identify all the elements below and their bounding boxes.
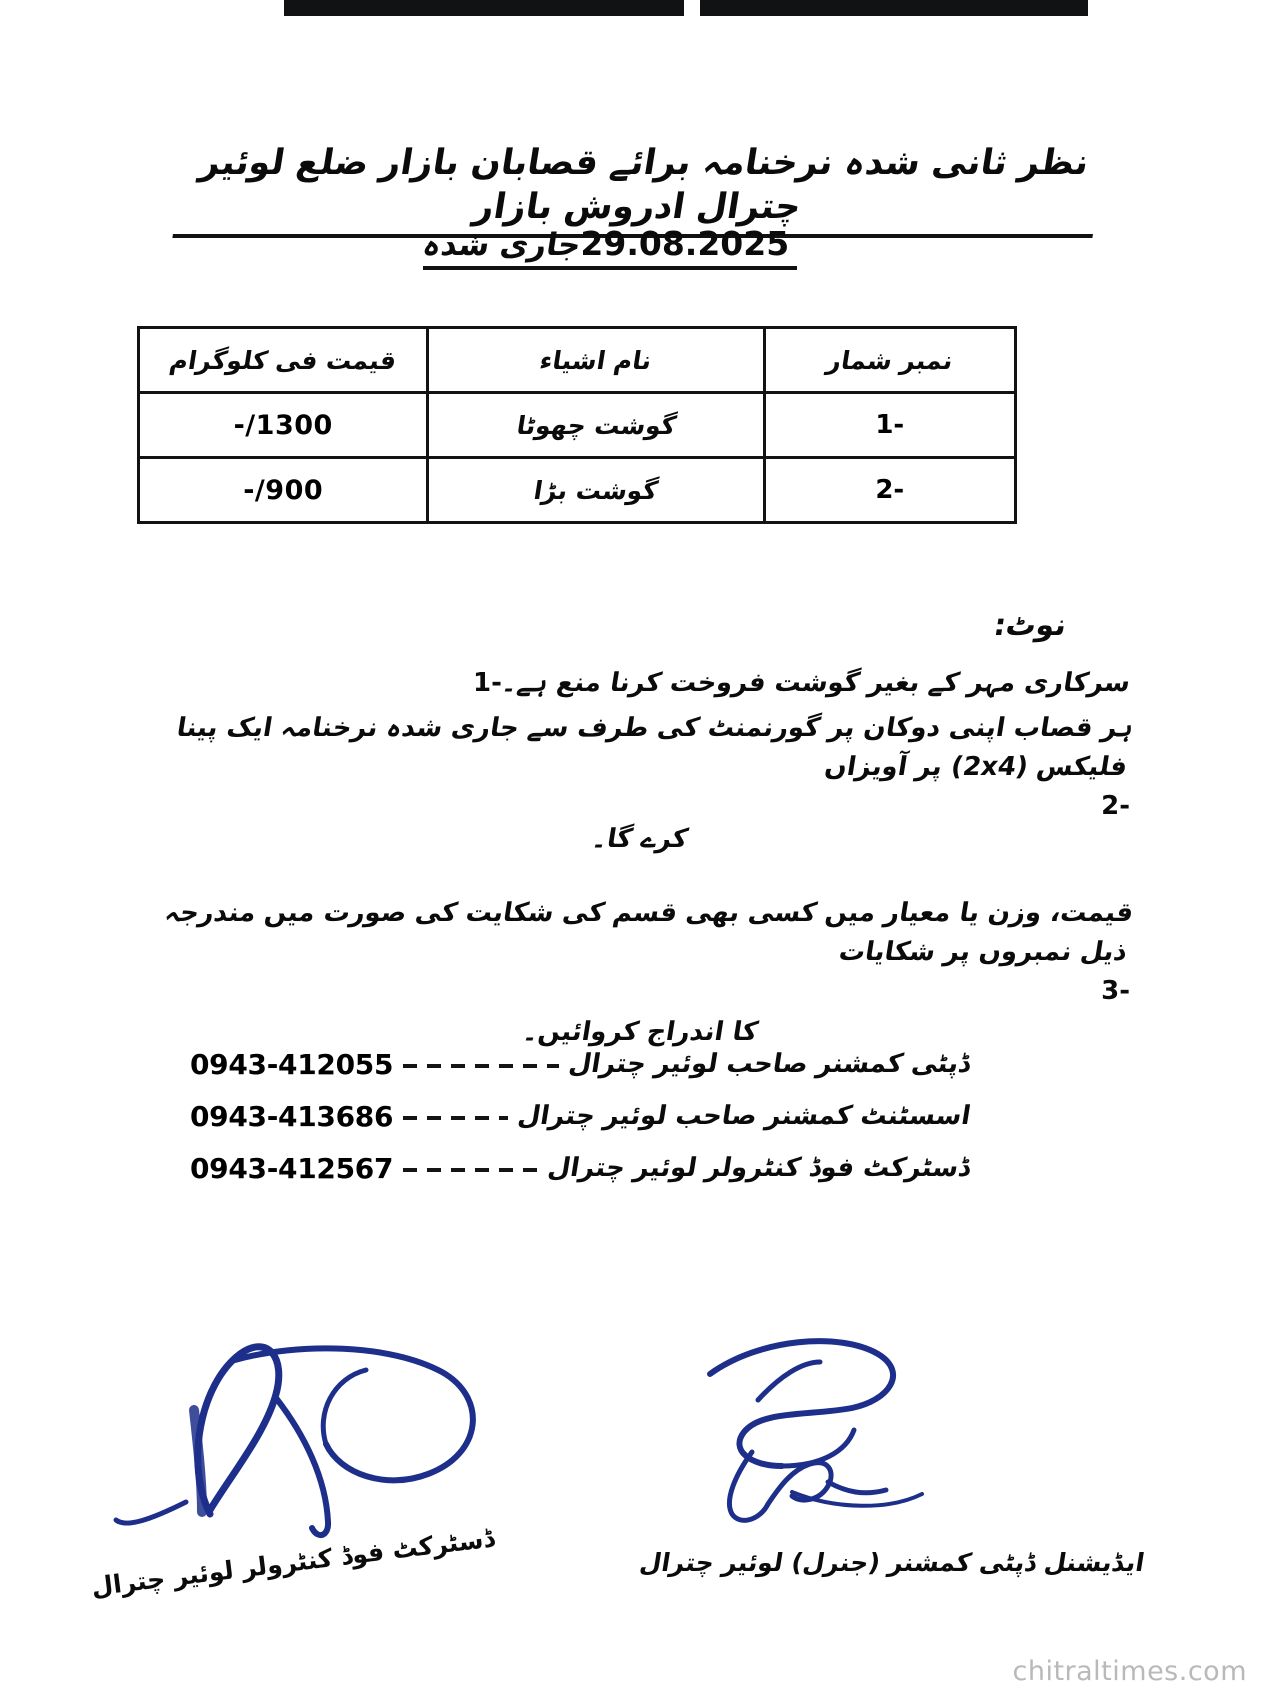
- note-heading-label: نوٹ:: [991, 608, 1069, 643]
- leader-dashes: [403, 1116, 507, 1120]
- notes-list: [150, 664, 1136, 1057]
- signature-block-additional-deputy-commissioner: [637, 1314, 1147, 1577]
- contact-label-deputy-commissioner: ڈپٹی کمشنر صاحب لوئیر چترال: [566, 1049, 973, 1079]
- column-header-item: [428, 328, 764, 393]
- scan-edge-top: [0, 0, 1271, 16]
- leader-dashes: [403, 1064, 559, 1068]
- note-item-2-continuation: [150, 824, 1130, 854]
- page-title-text: نظر ثانی شدہ نرخنامہ برائے قصابان بازار ضلع لوئیر چترال ادروش بازار: [172, 142, 1107, 238]
- cell-price-value: 1300/-: [233, 409, 333, 441]
- contact-row-district-food-controller: [190, 1142, 973, 1194]
- issue-date-label: جاری شدہ: [419, 227, 584, 263]
- note-item-1: [150, 664, 1133, 703]
- column-header-serial: [764, 328, 1015, 393]
- cell-serial-value: -1: [875, 410, 905, 440]
- watermark: chitraltimes.com: [1012, 1656, 1247, 1687]
- price-table: [137, 326, 1017, 524]
- contact-row-deputy-commissioner: [190, 1038, 973, 1090]
- cell-item: [428, 458, 764, 523]
- contact-label-district-food-controller: ڈسٹرکٹ فوڈ کنٹرولر لوئیر چترال: [545, 1153, 973, 1183]
- note-item-2-continuation-text: کرے گا۔: [589, 824, 691, 854]
- cell-price: [139, 458, 428, 523]
- cell-item-value: گوشت بڑا: [531, 475, 661, 505]
- note-item-3-number: 3-: [1101, 976, 1130, 1006]
- note-item-1-number: 1-: [473, 668, 502, 698]
- cell-serial: [764, 393, 1015, 458]
- note-item-3-continuation-text: کا اندراج کروائیں۔: [520, 1017, 760, 1047]
- table-row: [139, 393, 1016, 458]
- signature-mark-right: [640, 1314, 1060, 1544]
- contact-phone-deputy-commissioner: 0943-412055: [190, 1047, 394, 1081]
- note-item-2-number: 2-: [1101, 791, 1130, 821]
- cell-price: [139, 393, 428, 458]
- column-header-serial-label: نمبر شمار: [824, 345, 955, 375]
- column-header-price: [139, 328, 428, 393]
- signature-mark-left: [90, 1314, 510, 1544]
- table-header-row: [139, 328, 1016, 393]
- cell-item: [428, 393, 764, 458]
- note-item-3-text: قیمت، وزن یا معیار میں کسی بھی قسم کی شکایت کی صورت میں مندرجہ ذیل نمبروں پر شکایات: [162, 898, 1136, 967]
- signature-caption-right: ایڈیشنل ڈپٹی کمشنر (جنرل) لوئیر چترال: [637, 1548, 1147, 1577]
- contact-phone-assistant-commissioner: 0943-413686: [190, 1099, 394, 1133]
- contacts-list: [190, 1038, 973, 1194]
- signature-block-district-food-controller: [89, 1314, 510, 1602]
- column-header-item-label: نام اشیاء: [538, 345, 654, 375]
- contact-label-assistant-commissioner: اسسٹنٹ کمشنر صاحب لوئیر چترال: [515, 1101, 973, 1131]
- note-item-3: [150, 894, 1136, 1011]
- paper-sheet: [0, 16, 1271, 1697]
- note-item-2: [150, 709, 1136, 826]
- note-item-2-text: ہر قصاب اپنی دوکان پر گورنمنٹ کی طرف سے جاری شدہ نرخنامہ ایک پینا فلیکس (2x4) پر آویزاں: [174, 713, 1136, 782]
- contact-phone-district-food-controller: 0943-412567: [190, 1151, 394, 1185]
- note-item-1-text: سرکاری مہر کے بغیر گوشت فروخت کرنا منع ہے۔: [499, 668, 1133, 698]
- signature-caption-left: ڈسٹرکٹ فوڈ کنٹرولر لوئیر چترال: [89, 1523, 496, 1602]
- issue-date-line: [300, 224, 920, 270]
- table-row: [139, 458, 1016, 523]
- cell-serial-value: -2: [875, 475, 905, 505]
- leader-dashes: [403, 1168, 538, 1172]
- note-heading: [991, 608, 1069, 643]
- cell-item-value: گوشت چھوٹا: [514, 410, 678, 440]
- contact-row-assistant-commissioner: [190, 1090, 973, 1142]
- issue-date-value: 29.08.2025: [580, 224, 790, 263]
- cell-serial: [764, 458, 1015, 523]
- cell-price-value: 900/-: [243, 474, 324, 506]
- column-header-price-label: قیمت فی کلوگرام: [167, 345, 399, 375]
